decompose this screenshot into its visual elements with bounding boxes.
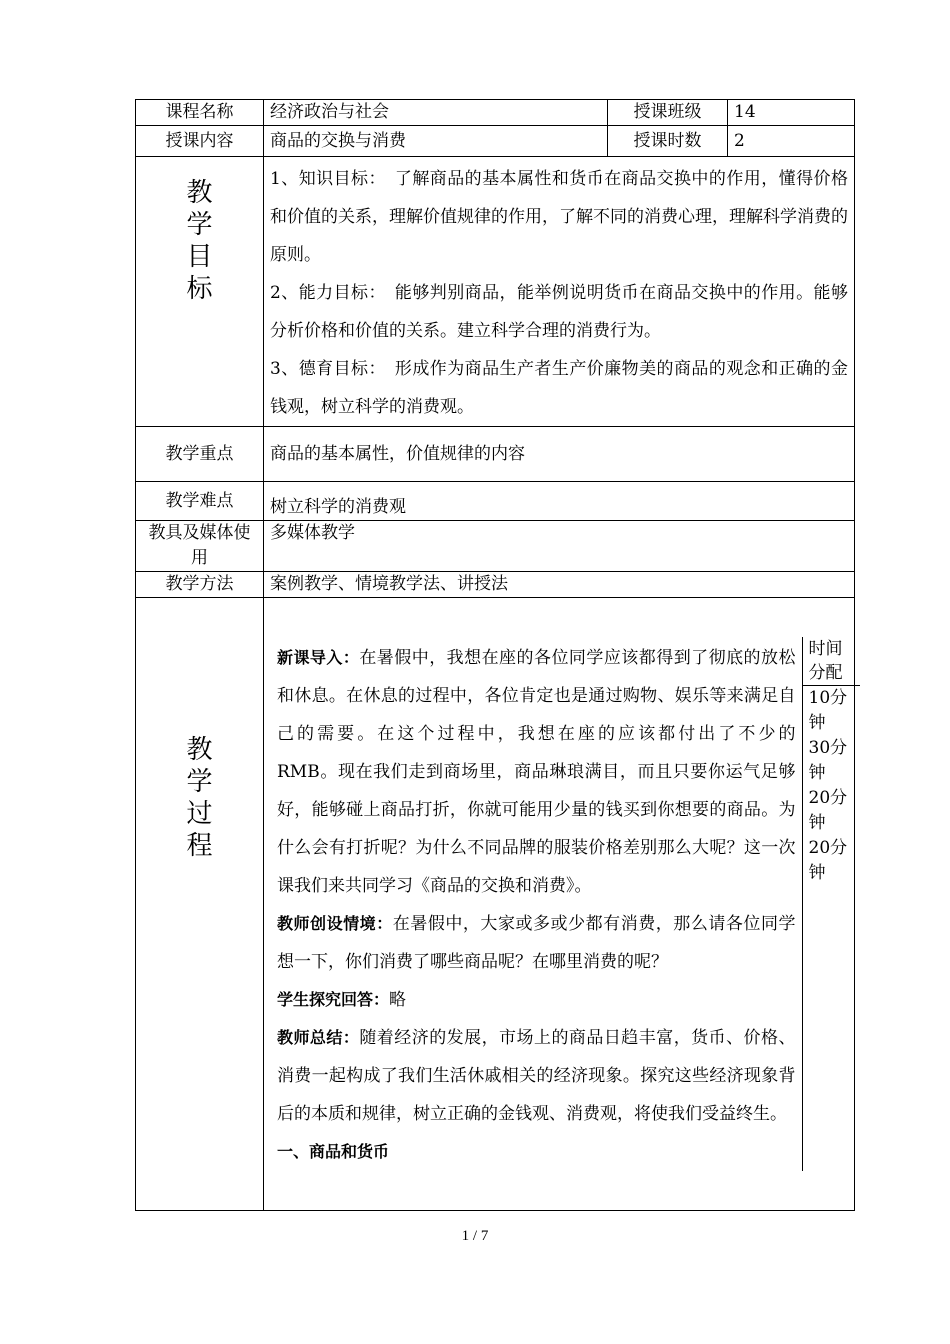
- key-point-value: 商品的基本属性，价值规律的内容: [264, 427, 855, 482]
- class-label: 授课班级: [608, 100, 728, 126]
- time-item: 20分钟: [808, 838, 848, 883]
- process-label-char: 过: [186, 799, 213, 829]
- section-heading: 一、商品和货币: [277, 1142, 390, 1161]
- difficulty-value: 树立科学的消费观: [264, 482, 855, 521]
- course-name-label: 课程名称: [136, 100, 264, 126]
- process-text: [270, 637, 813, 1171]
- process-label-char: 程: [186, 831, 213, 861]
- time-item: 30分钟: [808, 738, 848, 783]
- process-label: [136, 598, 264, 1211]
- process-row: [136, 598, 855, 1211]
- content-label: 授课内容: [136, 126, 264, 157]
- scene-title: 教师创设情境：: [277, 914, 393, 933]
- goals-label: [136, 157, 264, 427]
- scene-text: 在暑假中，大家或多或少都有消费，那么请各位同学想一下，你们消费了哪些商品呢？在哪里消费的呢？: [277, 914, 796, 972]
- course-name-value: 经济政治与社会: [264, 100, 608, 126]
- method-label: 教学方法: [136, 572, 264, 598]
- course-row: [136, 100, 855, 126]
- process-content: [264, 598, 855, 1211]
- content-value: 商品的交换与消费: [264, 126, 608, 157]
- intro-paragraph: [277, 639, 813, 905]
- section-heading-paragraph: [277, 1133, 796, 1171]
- goals-label-char: 教: [186, 178, 213, 208]
- process-inner-table: [270, 637, 860, 1171]
- answer-title: 学生探究回答：: [277, 990, 390, 1009]
- lesson-plan: [135, 99, 854, 1211]
- media-row: [136, 521, 855, 572]
- answer-paragraph: [277, 981, 796, 1019]
- time-item: 10分钟: [808, 688, 848, 733]
- lesson-plan-table: [135, 99, 855, 1211]
- moral-goal: 3、德育目标： 形成作为商品生产者生产价廉物美的商品的观念和正确的金钱观，树立科学的消费观。: [270, 359, 848, 417]
- content-row: [136, 126, 855, 157]
- summary-text: 随着经济的发展，市场上的商品日趋丰富，货币、价格、消费一起构成了我们生活休戚相关的经济现象。探究这些经济现象背后的本质和规律，树立正确的金钱观、消费观，将使我们受益终生。: [277, 1028, 796, 1124]
- hours-label: 授课时数: [608, 126, 728, 157]
- goals-label-char: 学: [186, 210, 213, 240]
- page-number: 1 / 7: [461, 1228, 489, 1244]
- scene-paragraph: [277, 905, 796, 981]
- goals-row: [136, 157, 855, 427]
- goals-label-char: 标: [186, 274, 213, 304]
- summary-title: 教师总结：: [277, 1028, 360, 1047]
- media-label: 教具及媒体使用: [136, 521, 264, 572]
- hours-value: 2: [728, 126, 855, 157]
- time-item: 20分钟: [808, 788, 848, 833]
- intro-title: 新课导入：: [277, 648, 360, 667]
- ability-goal: 2、能力目标： 能够判别商品，能举例说明货币在商品交换中的作用。能够分析价格和价值的关系。建立科学合理的消费行为。: [270, 283, 848, 341]
- process-label-char: 学: [186, 767, 213, 797]
- goals-content: [264, 157, 855, 427]
- key-point-row: [136, 427, 855, 482]
- goals-label-char: 目: [186, 242, 213, 272]
- process-label-char: 教: [186, 735, 213, 765]
- method-row: [136, 572, 855, 598]
- class-value: 14: [728, 100, 855, 126]
- method-value: 案例教学、情境教学法、讲授法: [264, 572, 855, 598]
- difficulty-label: 教学难点: [136, 482, 264, 521]
- answer-text: 略: [389, 990, 407, 1010]
- time-allocation: [802, 637, 860, 1171]
- difficulty-row: [136, 482, 855, 521]
- media-value: 多媒体教学: [264, 521, 855, 572]
- key-point-label: 教学重点: [136, 427, 264, 482]
- summary-paragraph: [277, 1019, 796, 1133]
- knowledge-goal: 1、知识目标： 了解商品的基本属性和货币在商品交换中的作用，懂得价格和价值的关系，理解价值规律的作用，了解不同的消费心理，理解科学消费的原则。: [270, 169, 848, 265]
- time-header: 时间分配: [803, 637, 861, 686]
- intro-text: 在暑假中，我想在座的各位同学应该都得到了彻底的放松和休息。在休息的过程中，各位肯定也是通过购物、娱乐等来满足自己的需要。在这个过程中，我想在座的应该都付出了不少的 RMB。现在我们走到商场里，商品琳琅满目，而且只要你运气足够好，能够碰上商品打折，你就可能用少量的钱买到你想要的商品。为什么会有打折呢？为什么不同品牌的服装价格差别那么大呢？这一次课我们来共同学习《商品的交换和消费》。: [277, 648, 813, 896]
